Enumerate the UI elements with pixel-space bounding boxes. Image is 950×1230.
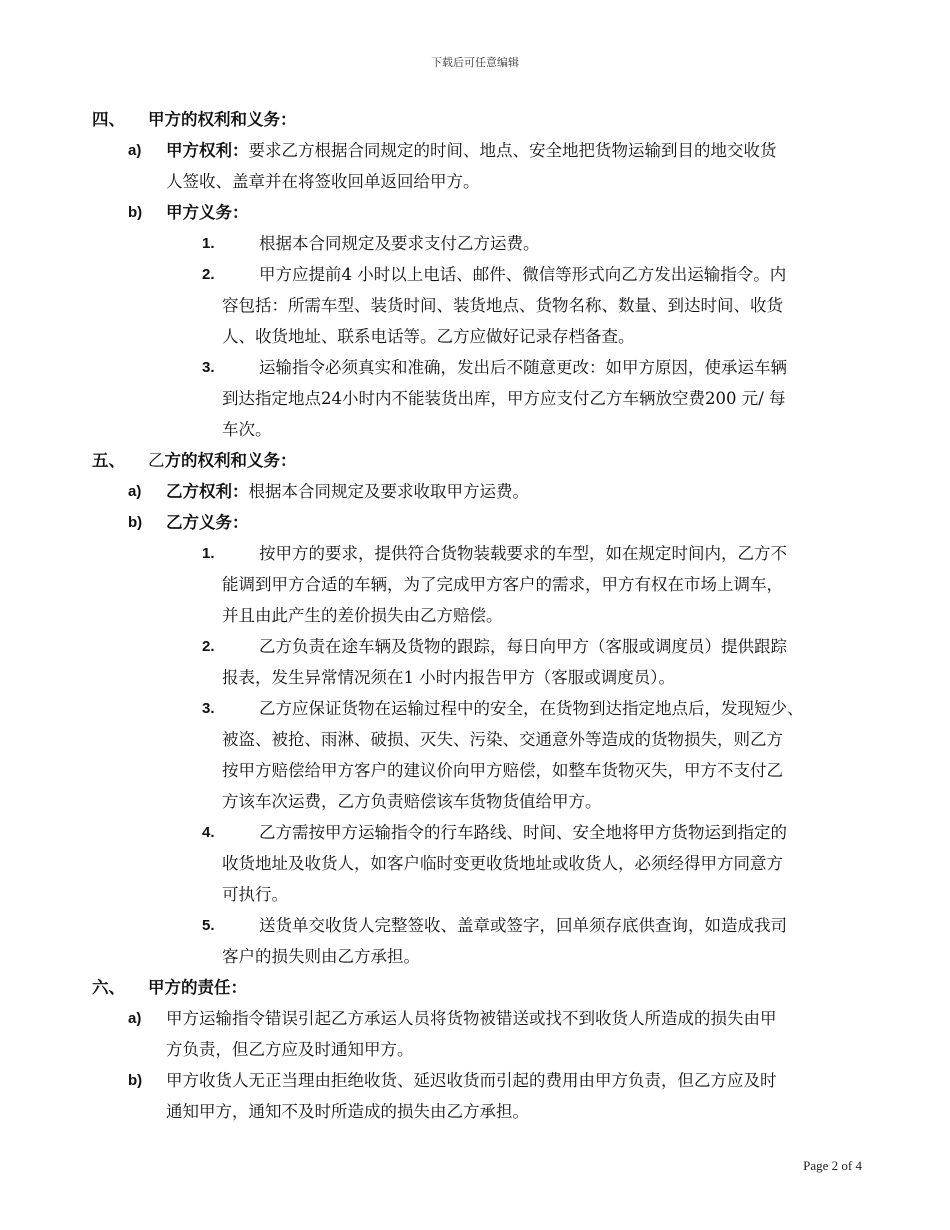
list-item-text: 甲方应提前4 小时以上电话、邮件、微信等形式向乙方发出运输指令。内	[259, 265, 787, 284]
list-item-cont	[0, 662, 950, 693]
page-number: Page 2 of 4	[803, 1158, 862, 1173]
clause-bold-label: 乙方义务：	[166, 513, 249, 532]
clause-bold-label: 甲方权利：	[166, 141, 249, 160]
clause-5b	[0, 507, 950, 538]
clause-label: a)	[128, 1010, 142, 1027]
list-item-cont	[0, 941, 950, 972]
list-item-number: 2.	[202, 638, 215, 655]
clause-4a-cont	[0, 166, 950, 197]
list-item	[0, 817, 950, 848]
list-item-number: 1.	[202, 235, 215, 252]
list-item-cont	[0, 755, 950, 786]
list-item	[0, 631, 950, 662]
section-number: 五、	[92, 451, 125, 470]
clause-4a	[0, 135, 950, 166]
clause-label: a)	[128, 483, 142, 500]
list-item-text: 客户的损失则由乙方承担。	[222, 947, 420, 966]
list-item	[0, 538, 950, 569]
list-item-cont	[0, 600, 950, 631]
list-item	[0, 352, 950, 383]
clause-text: 方负责，但乙方应及时通知甲方。	[166, 1040, 414, 1059]
list-item-text: 乙方负责在途车辆及货物的跟踪，每日向甲方（客服或调度员）提供跟踪	[259, 637, 787, 656]
clause-label: b)	[128, 514, 143, 531]
list-item-text: 乙方应保证货物在运输过程中的安全，在货物到达指定地点后，发现短少、	[259, 699, 804, 718]
list-item-cont	[0, 290, 950, 321]
list-item-text: 根据本合同规定及要求支付乙方运费。	[259, 234, 540, 253]
list-item-text: 报表，发生异常情况须在1 小时内报告甲方（客服或调度员）。	[222, 668, 675, 687]
section-title: 甲方的责任：	[148, 978, 247, 997]
list-item-text: 车次。	[222, 420, 272, 439]
clause-5a	[0, 476, 950, 507]
section-5-heading	[0, 445, 950, 476]
list-item-cont	[0, 383, 950, 414]
page-header: 下载后可任意编辑	[431, 56, 519, 69]
clause-4b	[0, 197, 950, 228]
list-item	[0, 228, 950, 259]
clause-6b	[0, 1065, 950, 1096]
clause-6b-cont	[0, 1096, 950, 1127]
section-title: 方的权利和义务：	[164, 451, 297, 470]
list-item-text: 按甲方的要求，提供符合货物装载要求的车型，如在规定时间内，乙方不	[259, 544, 787, 563]
clause-text: 甲方运输指令错误引起乙方承运人员将货物被错送或找不到收货人所造成的损失由甲	[166, 1009, 777, 1028]
list-item-text: 被盗、被抢、雨淋、破损、灭失、污染、交通意外等造成的货物损失，则乙方	[222, 730, 783, 749]
section-title: 甲方的权利和义务：	[148, 110, 297, 129]
list-item-text: 容包括：所需车型、装货时间、装货地点、货物名称、数量、到达时间、收货	[222, 296, 783, 315]
list-item-text: 按甲方赔偿给甲方客户的建议价向甲方赔偿，如整车货物灭失，甲方不支付乙	[222, 761, 783, 780]
list-item-text: 方该车次运费，乙方负责赔偿该车货物货值给甲方。	[222, 792, 602, 811]
section-4-heading	[0, 104, 950, 135]
section-number: 六、	[92, 978, 125, 997]
clause-6a	[0, 1003, 950, 1034]
list-item-number: 1.	[202, 545, 215, 562]
list-item-text: 运输指令必须真实和准确，发出后不随意更改：如甲方原因，使承运车辆	[259, 358, 787, 377]
list-item	[0, 259, 950, 290]
list-item-text: 可执行。	[222, 885, 288, 904]
list-item-number: 4.	[202, 824, 215, 841]
clause-label: b)	[128, 1072, 143, 1089]
list-item-cont	[0, 879, 950, 910]
clause-text: 通知甲方，通知不及时所造成的损失由乙方承担。	[166, 1102, 529, 1121]
section-title-plain: 乙	[148, 451, 165, 470]
list-item	[0, 693, 950, 724]
section-number: 四、	[92, 110, 125, 129]
list-item-number: 3.	[202, 700, 215, 717]
clause-text: 根据本合同规定及要求收取甲方运费。	[248, 482, 529, 501]
list-item-cont	[0, 848, 950, 879]
list-item	[0, 910, 950, 941]
section-6-heading	[0, 972, 950, 1003]
list-item-text: 收货地址及收货人，如客户临时变更收货地址或收货人，必须经得甲方同意方	[222, 854, 783, 873]
list-item-text: 人、收货地址、联系电话等。乙方应做好记录存档备查。	[222, 327, 635, 346]
list-item-text: 送货单交收货人完整签收、盖章或签字，回单须存底供查询，如造成我司	[259, 916, 787, 935]
list-item-cont	[0, 786, 950, 817]
list-item-text: 到达指定地点24小时内不能装货出库，甲方应支付乙方车辆放空费200 元/ 每	[222, 389, 786, 408]
clause-bold-label: 乙方权利：	[166, 482, 249, 501]
clause-text: 要求乙方根据合同规定的时间、地点、安全地把货物运输到目的地交收货	[248, 141, 777, 160]
document-body	[0, 104, 950, 1127]
clause-label: b)	[128, 204, 143, 221]
list-item-text: 乙方需按甲方运输指令的行车路线、时间、安全地将甲方货物运到指定的	[259, 823, 787, 842]
list-item-text: 能调到甲方合适的车辆，为了完成甲方客户的需求，甲方有权在市场上调车，	[222, 575, 783, 594]
list-item-number: 2.	[202, 266, 215, 283]
clause-text: 人签收、盖章并在将签收回单返回给甲方。	[166, 172, 480, 191]
list-item-cont	[0, 414, 950, 445]
list-item-cont	[0, 321, 950, 352]
list-item-cont	[0, 724, 950, 755]
clause-text: 甲方收货人无正当理由拒绝收货、延迟收货而引起的费用由甲方负责，但乙方应及时	[166, 1071, 777, 1090]
clause-bold-label: 甲方义务：	[166, 203, 249, 222]
clause-6a-cont	[0, 1034, 950, 1065]
list-item-number: 5.	[202, 917, 215, 934]
clause-label: a)	[128, 142, 142, 159]
list-item-number: 3.	[202, 359, 215, 376]
list-item-cont	[0, 569, 950, 600]
list-item-text: 并且由此产生的差价损失由乙方赔偿。	[222, 606, 503, 625]
